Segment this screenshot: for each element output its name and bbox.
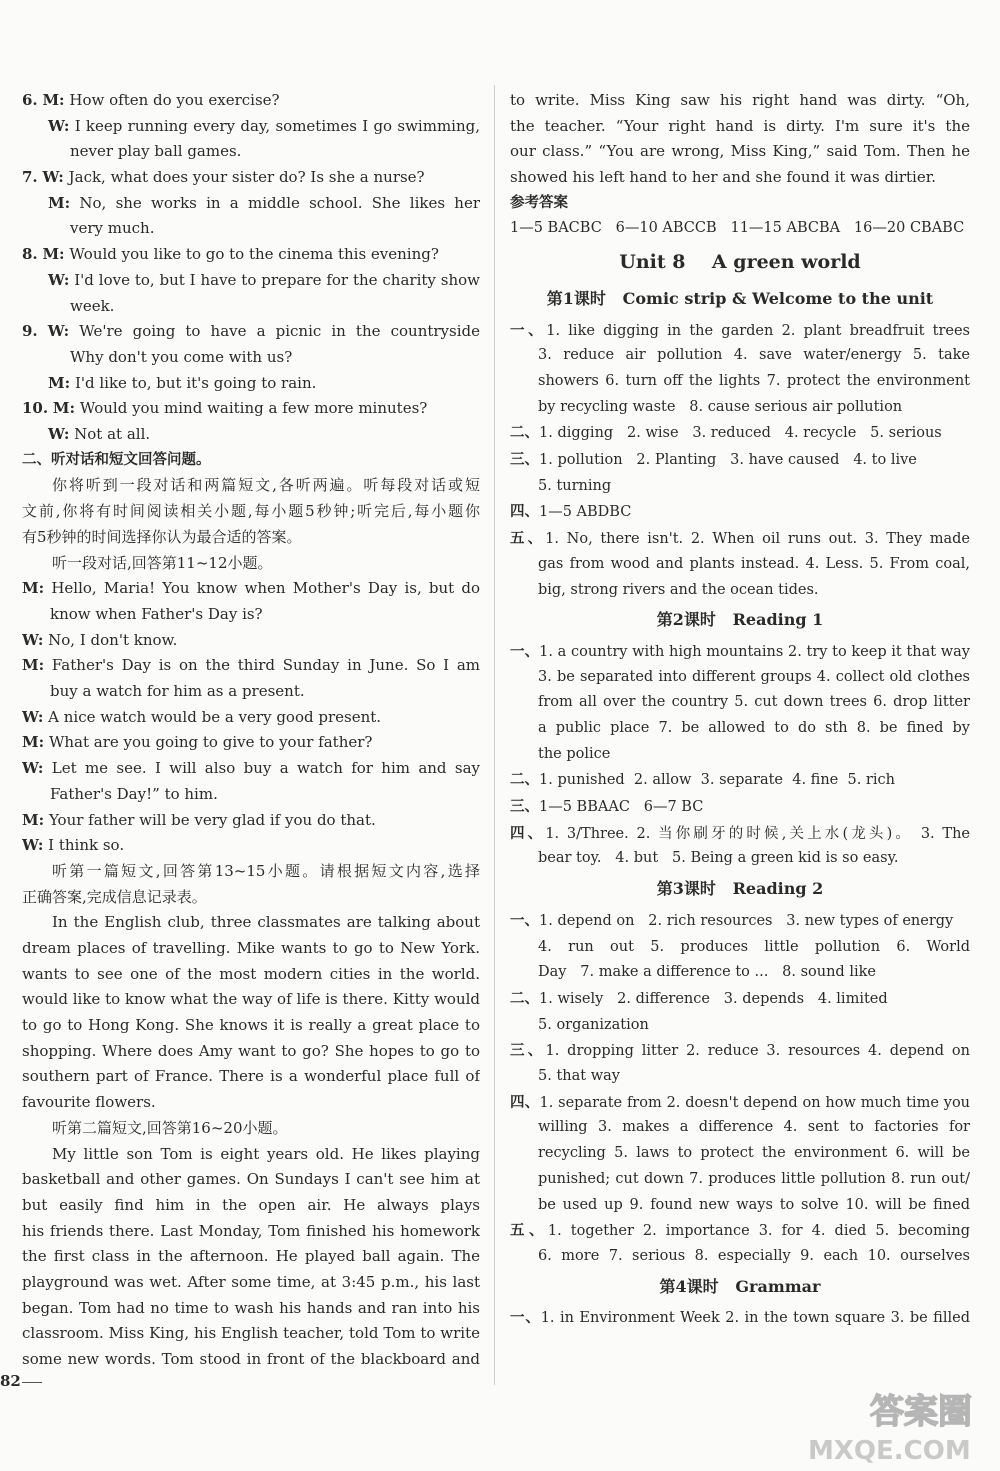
section-2-intro (22, 473, 480, 550)
speaker-label: W: (42, 168, 64, 187)
text-line: My little son Tom is eight years old. He likes playing (52, 1144, 480, 1163)
watermark-text: MXQE.COM (808, 1436, 971, 1465)
lesson-4-title: 第4课时 Grammar (659, 1276, 821, 1296)
text-line: but easily find him in the open air. He always plays (22, 1195, 480, 1214)
answer-line (510, 474, 970, 500)
answer-text: 6. more 7. serious 8. especially 9. each 10. ourselves (538, 1247, 970, 1264)
section-2-title: 二、听对话和短文回答问题。 (22, 451, 211, 468)
answer-line (510, 665, 970, 691)
answer-text: 4. run out 5. produces little pollution 6. World (538, 938, 970, 955)
transcript-text: We're going to have a picnic in the countryside (79, 322, 480, 341)
watermark-logo (800, 1385, 980, 1465)
passage-2-intro: 听第二篇短文,回答第16~20小题。 (52, 1118, 288, 1137)
speaker-label: M: (22, 733, 45, 752)
speaker-label: W: (22, 630, 44, 649)
section-label: 一、 (510, 1309, 541, 1327)
transcript-line (22, 165, 480, 191)
speaker-label: M: (52, 399, 76, 418)
transcript-text: I'd like to, but it's going to rain. (74, 373, 317, 392)
question-number: 8. (22, 245, 38, 264)
transcript-text: Would you like to go to the cinema this evening? (69, 245, 439, 264)
answer-line (510, 420, 970, 447)
text-line: classroom. Miss King, his English teacher, told Tom to write (22, 1324, 480, 1343)
speaker-label: M: (48, 373, 71, 392)
answer-line (510, 395, 970, 421)
listening-transcript-part1 (22, 88, 480, 448)
answer-line (510, 742, 970, 768)
answer-line (510, 1244, 970, 1270)
speaker-label: M: (22, 810, 45, 829)
answer-text: bear toy. 4. but 5. Being a green kid is so easy. (538, 850, 899, 867)
answer-text: 1. pollution 2. Planting 3. have caused 4. to live (539, 452, 917, 469)
text-line: 有5秒钟的时间选择你认为最合适的答案。 (22, 527, 302, 546)
transcript-text: I'd love to, but I have to prepare for the charity show (74, 270, 480, 289)
transcript-line (22, 422, 480, 448)
dialogue-line (22, 679, 480, 705)
text-line: showed his left hand to her and she found it was dirtier. (510, 168, 937, 187)
lesson-2-answers (510, 639, 970, 872)
answer-line (510, 935, 970, 961)
passage-1-text (22, 910, 480, 1116)
transcript-text: Would you mind waiting a few more minutes? (79, 399, 428, 418)
section-label: 三、 (510, 451, 539, 469)
text-line: to go to Hong Kong. She knows it is really a great place to (22, 1016, 480, 1035)
dialogue-line (22, 602, 480, 628)
text-line: the first class in the afternoon. He played ball again. The (22, 1247, 480, 1266)
answer-line (510, 1193, 970, 1219)
text-line: some new words. Tom stood in front of the blackboard and (22, 1350, 480, 1369)
speaker-label: M: (42, 91, 65, 109)
transcript-line (22, 396, 480, 422)
right-column (510, 88, 970, 1331)
answer-text: 1. a country with high mountains 2. try to keep it that way (539, 643, 970, 660)
answer-text: 1. separate from 2. doesn't depend on how much time you (539, 1094, 970, 1111)
speaker-label: W: (48, 270, 70, 289)
transcript-line (22, 371, 480, 397)
dialogue-text: Father's Day is on the third Sunday in June. So I am (51, 656, 480, 675)
answer-line (510, 552, 970, 578)
dialogue-line (22, 782, 480, 808)
watermark-cn: 答案圈 (870, 1392, 972, 1432)
text-line: In the English club, three classmates are talking about (52, 913, 480, 932)
transcript-line (22, 294, 480, 320)
answer-line (510, 1090, 970, 1116)
dialogue-line (22, 808, 480, 834)
answer-line (510, 318, 970, 344)
answer-text: the police (538, 745, 611, 762)
transcript-line (22, 139, 480, 165)
section-label: 四、 (510, 824, 546, 842)
answer-line (510, 526, 970, 552)
answer-text: 1. dropping litter 2. reduce 3. resources 4. depend on (545, 1043, 970, 1060)
section-label: 三、 (510, 798, 539, 816)
answer-text: 5. organization (538, 1016, 649, 1033)
dialogue-text: know when Father's Day is? (50, 604, 263, 623)
question-number: 7. (22, 168, 38, 187)
answer-line (510, 578, 970, 604)
dialogue-text: Father's Day!” to him. (50, 784, 218, 803)
text-line: 听第一篇短文,回答第13~15小题。请根据短文内容,选择 (52, 861, 480, 880)
page-number-dash (22, 1382, 42, 1383)
section-label: 五、 (510, 530, 546, 548)
lesson-3-title: 第3课时 Reading 2 (656, 879, 824, 899)
answer-line (510, 1218, 970, 1244)
speaker-label: M: (42, 245, 65, 264)
lesson-1-title: 第1课时 Comic strip & Welcome to the unit (546, 288, 934, 308)
dialogue-line (22, 833, 480, 859)
answer-line (510, 1064, 970, 1090)
section-label: 一、 (510, 642, 540, 660)
transcript-text: No, she works in a middle school. She likes her (79, 193, 480, 212)
dialogue-text: I think so. (48, 836, 125, 855)
answer-text: 1. in Environment Week 2. in the town square 3. be filled (540, 1310, 970, 1327)
answer-line (510, 1167, 970, 1193)
dialogue-line (22, 756, 480, 782)
answer-text: 5. that way (538, 1068, 620, 1085)
answer-text: punished; cut down 7. produces little pollution 8. run out/ (538, 1170, 970, 1187)
dialogue-intro: 听一段对话,回答第11~12小题。 (52, 553, 273, 572)
answer-line (510, 639, 970, 665)
transcript-line (22, 114, 480, 140)
answer-text: 1—5 BBAAC 6—7 BC (539, 799, 704, 816)
text-line: playground was wet. After some time, at 3:45 p.m., his last (22, 1273, 480, 1291)
section-label: 一、 (510, 911, 539, 929)
transcript-line (22, 345, 480, 371)
answer-line (510, 767, 970, 794)
answer-line (510, 369, 970, 395)
answer-text: 1. depend on 2. rich resources 3. new types of energy (539, 912, 954, 929)
answer-text: be used up 9. found new ways to solve 10. will be fined (538, 1196, 970, 1213)
answer-line (510, 794, 970, 821)
answer-text: recycling 5. laws to protect the environment 6. will be (538, 1145, 970, 1162)
dialogue-text: A nice watch would be a very good present. (48, 707, 382, 726)
answer-line (510, 447, 970, 474)
answer-text: 3. be separated into different groups 4. collect old clothes (538, 668, 970, 685)
answer-text: 1. digging 2. wise 3. reduced 4. recycle 5. serious (539, 425, 942, 442)
answer-line (510, 1305, 970, 1331)
answer-line (510, 1141, 970, 1167)
question-number: 6. (22, 91, 38, 109)
transcript-text: How often do you exercise? (69, 91, 280, 109)
question-number: 9. (22, 322, 38, 341)
transcript-text: very much. (70, 219, 155, 238)
text-line: wants to see one of the most modern cities in the world. (22, 964, 480, 983)
dialogue-line (22, 705, 480, 731)
speaker-label: W: (22, 759, 44, 778)
column-divider (494, 85, 495, 1385)
answer-text: willing 3. makes a difference 4. sent to factories for (538, 1119, 970, 1136)
speaker-label: W: (22, 836, 44, 855)
answer-text: 1. No, there isn't. 2. When oil runs out. 3. They made (545, 531, 970, 548)
dialogue-transcript (22, 576, 480, 859)
unit-title: Unit 8 A green world (619, 251, 861, 274)
answer-text: 1. wisely 2. difference 3. depends 4. limited (539, 990, 888, 1007)
speaker-label: W: (48, 116, 70, 135)
lesson-3-answers (510, 908, 970, 1270)
section-label: 二、 (510, 989, 539, 1007)
answer-text: by recycling waste 8. cause serious air pollution (538, 398, 903, 415)
section-label: 四、 (510, 503, 539, 521)
dialogue-line (22, 576, 480, 602)
transcript-text: week. (70, 296, 115, 315)
text-line: would like to know what the way of life is there. Kitty would (22, 990, 480, 1009)
speaker-label: W: (48, 425, 70, 444)
answer-line (510, 343, 970, 369)
transcript-text: never play ball games. (70, 142, 242, 161)
transcript-line (22, 88, 480, 114)
question-number: 10. (22, 399, 49, 418)
lesson-4-answers (510, 1305, 970, 1331)
section-label: 二、 (510, 771, 539, 789)
transcript-line (22, 191, 480, 217)
text-line: to write. Miss King saw his right hand was dirty. “Oh, (510, 91, 970, 109)
section-label: 一、 (510, 321, 547, 339)
page-number: 82 (0, 1372, 21, 1390)
answer-line (510, 1038, 970, 1064)
dialogue-text: buy a watch for him as a present. (50, 682, 305, 701)
dialogue-line (22, 730, 480, 756)
speaker-label: W: (22, 707, 44, 726)
lesson-1-answers (510, 318, 970, 604)
text-line: our class.” “You are wrong, Miss King,” said Tom. Then he (510, 142, 970, 161)
answer-line (510, 499, 970, 526)
text-line: dream places of travelling. Mike wants to go to New York. (22, 939, 480, 958)
section-label: 二、 (510, 424, 539, 442)
answer-text: 1. like digging in the garden 2. plant breadfruit trees (546, 322, 970, 339)
speaker-label: W: (47, 322, 70, 341)
transcript-text: Why don't you come with us? (70, 347, 293, 366)
dialogue-text: Let me see. I will also buy a watch for him and say (51, 759, 480, 778)
section-label: 四、 (510, 1093, 540, 1111)
speaker-label: M: (22, 579, 45, 598)
lesson-2-title: 第2课时 Reading 1 (656, 610, 824, 630)
answer-line (510, 821, 970, 847)
answer-text: 1. together 2. importance 3. for 4. died 5. becoming (547, 1223, 970, 1240)
text-line: shopping. Where does Amy want to go? She hopes to go to (22, 1041, 480, 1060)
transcript-text: Jack, what does your sister do? Is she a nurse? (68, 168, 425, 187)
reference-answers-title: 参考答案 (510, 194, 568, 211)
passage-2-text (22, 1142, 480, 1373)
answer-text: 1—5 ABDBC (539, 504, 632, 521)
transcript-line (22, 242, 480, 268)
answer-line (510, 960, 970, 986)
transcript-text: Not at all. (74, 425, 151, 444)
answer-line (510, 986, 970, 1013)
answer-line (510, 846, 970, 872)
answer-text: showers 6. turn off the lights 7. protect the environment (538, 372, 970, 389)
text-line: 你将听到一段对话和两篇短文,各听两遍。听每段对话或短 (52, 476, 480, 495)
speaker-label: M: (48, 193, 71, 212)
dialogue-text: No, I don't know. (48, 630, 178, 649)
text-line: his friends there. Last Monday, Tom finished his homework (22, 1221, 480, 1240)
answer-text: Day 7. make a difference to ... 8. sound like (538, 964, 876, 981)
transcript-text: I keep running every day, sometimes I go swimming, (74, 116, 480, 135)
answer-line (510, 1013, 970, 1039)
passage-2-continued (510, 88, 970, 191)
transcript-line (22, 319, 480, 345)
text-line: began. Tom had no time to wash his hands and ran into his (22, 1298, 480, 1317)
answer-text: a public place 7. be allowed to do sth 8. be fined by (538, 720, 970, 736)
answer-line (510, 1115, 970, 1141)
dialogue-line (22, 653, 480, 679)
section-label: 五、 (510, 1222, 548, 1240)
answer-line (510, 690, 970, 716)
text-line: southern part of France. There is a wonderful place full of (22, 1067, 480, 1086)
dialogue-text: Hello, Maria! You know when Mother's Day is, but do (51, 579, 480, 598)
answer-text: big, strong rivers and the ocean tides. (538, 581, 819, 598)
text-line: the teacher. “Your right hand is dirty. I'm sure it's the (510, 116, 970, 135)
text-line: basketball and other games. On Sundays I can't see him at (22, 1170, 480, 1189)
text-line: 正确答案,完成信息记录表。 (22, 887, 207, 906)
reference-answers: 1—5 BACBC 6—10 ABCCB 11—15 ABCBA 16—20 CBABC (510, 220, 965, 237)
section-label: 三、 (510, 1042, 546, 1060)
answer-text: 5. turning (538, 477, 612, 494)
dialogue-text: Your father will be very glad if you do that. (48, 810, 376, 829)
transcript-line (22, 216, 480, 242)
dialogue-text: What are you going to give to your father? (48, 733, 373, 752)
transcript-line (22, 268, 480, 294)
answer-text: from all over the country 5. cut down trees 6. drop litter (538, 694, 970, 711)
text-line: favourite flowers. (22, 1093, 156, 1112)
dialogue-line (22, 628, 480, 654)
answer-line (510, 908, 970, 935)
text-line: 文前,你将有时间阅读相关小题,每小题5秒钟;听完后,每小题你 (22, 502, 480, 521)
answer-text: 1. punished 2. allow 3. separate 4. fine 5. rich (539, 772, 895, 789)
answer-text: 3. reduce air pollution 4. save water/energy 5. take (538, 347, 970, 364)
passage-1-intro (22, 859, 480, 910)
left-column (22, 88, 480, 1373)
speaker-label: M: (22, 656, 45, 675)
answer-line (510, 716, 970, 742)
answer-text: 1. 3/Three. 2. 当你刷牙的时候,关上水(龙头)。 3. The (545, 825, 970, 842)
answer-text: gas from wood and plants instead. 4. Less. 5. From coal, (538, 555, 970, 572)
